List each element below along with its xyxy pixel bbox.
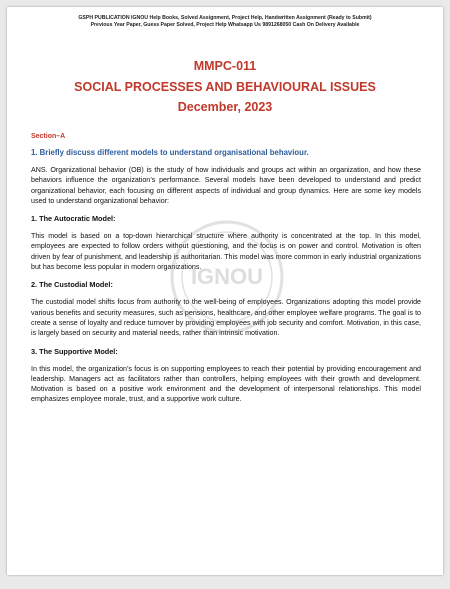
model-3-text: In this model, the organization’s focus is on supporting employees to reach their potential by providing encouragement and leadership. Managers act as facilitators rather than controllers, helping employees with their growth and development. Motivation is based on a positive work environment and the development of interpersonal relationships. This model emphasizes employee morale, trust, and a supportive work culture. <box>31 364 421 404</box>
course-code: MMPC-011 <box>193 59 257 73</box>
exam-date: December, 2023 <box>177 100 273 114</box>
model-1-text: This model is based on a top-down hierarchical structure where authority is concentrated at the top. In this model, employees are expected to follow orders without questioning, and the focus is on power and control. Motivation is often driven by fear of punishment, and leadership is authoritarian. This model was more common in early industrial organizations but has become less popular in modern organizations. <box>31 232 421 272</box>
header-line-2: Previous Year Paper, Guess Paper Solved, Project Help Whatsapp Us 9891268050 Cash On Delivery Available <box>90 22 360 28</box>
header-line-1: GSPH PUBLICATION IGNOU Help Books, Solved Assignment, Project Help, Handwritten Assignment (Ready to Submit) <box>78 15 372 21</box>
section-label: Section–A <box>31 133 66 140</box>
intro-paragraph: ANS. Organizational behavior (OB) is the study of how individuals and groups act within an organization, and how these behaviors influence the organization’s performance. Several models have been developed to understand and predict organizational behavior, each focusing on different aspects of individual and group dynamics. Here are some key models used to understand organizational behavior: <box>31 166 421 205</box>
document-page <box>7 7 443 575</box>
model-3-heading: 3. The Supportive Model: <box>31 346 118 356</box>
model-2-text: The custodial model shifts focus from authority to the well-being of employees. Organizations adopting this model provide various benefits and security measures, such as pensions, healthcare, and other employee welfare programs. The goal is to create a sense of loyalty and reduce turnover by providing employees with job security and comfort. Motivation, in this case, is largely based on security and material needs, rather than intrinsic motivation. <box>31 298 421 338</box>
publisher-header <box>7 7 443 29</box>
watermark-text: IGNOU <box>190 264 264 289</box>
question-heading: 1. Briefly discuss different models to understand organisational behaviour. <box>31 148 309 157</box>
answer-content <box>7 133 443 405</box>
model-2-heading: 2. The Custodial Model: <box>31 280 113 290</box>
model-1-heading: 1. The Autocratic Model: <box>31 214 116 224</box>
course-title: SOCIAL PROCESSES AND BEHAVIOURAL ISSUES <box>74 80 376 94</box>
